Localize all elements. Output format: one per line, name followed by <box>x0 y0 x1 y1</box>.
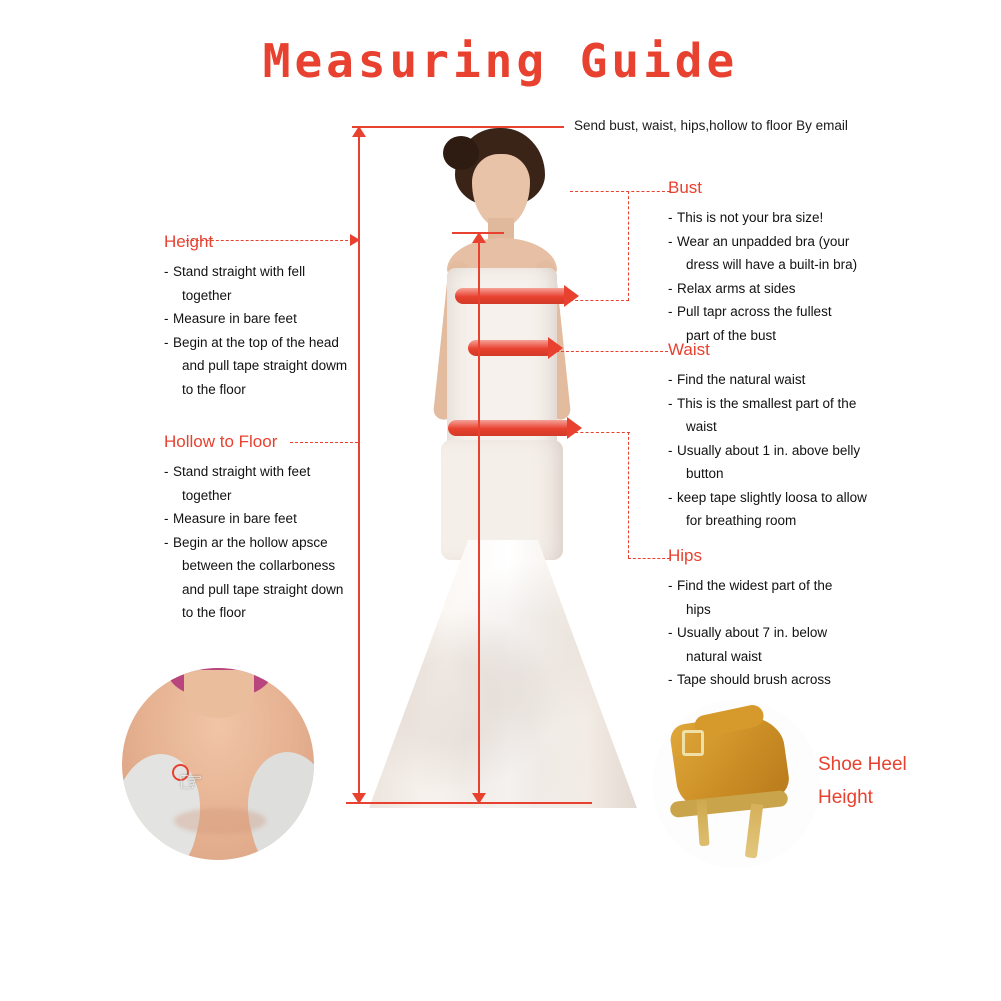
photo-collarbone <box>174 808 266 834</box>
waist-section <box>668 340 867 533</box>
shoe-heel-label-line1: Shoe Heel <box>818 754 907 775</box>
dress-skirt-lace <box>369 540 637 808</box>
waist-line-3: waist <box>686 419 717 434</box>
bust-heading: Bust <box>668 178 703 197</box>
photo-dress-left <box>122 745 213 860</box>
bust-section <box>668 178 857 347</box>
height-top-line <box>352 126 564 128</box>
waist-tape-band <box>468 340 554 356</box>
shoe-heel-photo <box>652 700 820 868</box>
hollow-vertical-line <box>478 232 480 804</box>
bust-line-3: dress will have a built-in bra) <box>686 257 858 272</box>
shoe-heel-stiletto <box>745 803 763 858</box>
waist-leader-line <box>556 351 668 352</box>
hollow-to-floor-section <box>164 432 379 625</box>
hollow-point-photo <box>122 668 314 860</box>
photo-chin <box>184 670 254 718</box>
floor-line-right <box>440 802 592 804</box>
bust-line-4: - Relax arms at sides <box>668 277 857 301</box>
waist-line-2: - This is the smallest part of the <box>668 392 867 416</box>
bust-leader-to-band <box>565 300 629 301</box>
hips-tape-band <box>448 420 573 436</box>
page-title: Measuring Guide <box>262 34 739 88</box>
bust-line-1: - This is not your bra size! <box>668 206 857 230</box>
shoe-buckle-icon <box>682 730 704 756</box>
bust-tape-band <box>455 288 570 304</box>
height-heading: Height <box>164 232 214 251</box>
hollow-line-5: between the collarboness <box>182 558 336 573</box>
hollow-line-6: and pull tape straight down <box>182 581 344 597</box>
hips-leader-line <box>628 558 670 559</box>
hips-line-5: - Tape should brush across <box>668 668 832 692</box>
height-line-4: - Begin at the top of the head <box>164 331 379 355</box>
email-instruction-note: Send bust, waist, hips,hollow to floor By email <box>574 118 848 133</box>
waist-line-1: - Find the natural waist <box>668 368 867 392</box>
hips-line-2: hips <box>686 601 711 617</box>
height-section <box>164 232 379 401</box>
photo-dress-right <box>235 743 314 860</box>
hollow-line-2: together <box>182 487 232 503</box>
waist-line-6: - keep tape slightly loosa to allow <box>668 486 867 510</box>
height-line-5: and pull tape straight dowm <box>182 358 348 373</box>
bust-line-6: part of the bust <box>686 327 777 343</box>
height-line-2: together <box>182 287 232 303</box>
hips-line-3: - Usually about 7 in. below <box>668 621 832 645</box>
hips-line-4: natural waist <box>686 648 762 664</box>
shoe-heel-height-label <box>818 748 938 814</box>
hollow-arrow-top <box>472 232 486 243</box>
hollow-line-1: - Stand straight with feet <box>164 460 379 484</box>
hips-leader-drop <box>628 432 629 558</box>
hips-heading: Hips <box>668 546 703 565</box>
height-line-6: to the floor <box>182 381 246 397</box>
hollow-line-7: to the floor <box>182 605 246 620</box>
height-arrow-top <box>352 126 366 137</box>
bust-leader-drop <box>628 191 629 301</box>
bust-line-5: - Pull tapr across the fullest <box>668 300 857 324</box>
shoe-heel-label-line2: Height <box>818 787 873 808</box>
waist-line-7: for breathing room <box>686 513 797 528</box>
model-face <box>472 154 530 228</box>
hips-section <box>668 546 832 692</box>
hollow-line-4: - Begin ar the hollow apsce <box>164 531 379 555</box>
bust-line-2: - Wear an unpadded bra (your <box>668 230 857 254</box>
model-hair-bun <box>443 136 479 170</box>
hollow-line-3: - Measure in bare feet <box>164 507 379 531</box>
hips-leader-to-band <box>570 432 630 433</box>
hips-line-1: - Find the widest part of the <box>668 574 832 598</box>
height-line-3: - Measure in bare feet <box>164 307 379 331</box>
waist-line-4: - Usually about 1 in. above belly <box>668 439 867 463</box>
waist-line-5: button <box>686 466 724 481</box>
pointing-hand-icon: ☞ <box>178 766 204 797</box>
hollow-to-floor-heading: Hollow to Floor <box>164 432 278 451</box>
model-illustration <box>355 120 645 810</box>
bust-leader-line <box>570 191 670 192</box>
waist-heading: Waist <box>668 340 710 359</box>
height-line-1: - Stand straight with fell <box>164 260 379 284</box>
